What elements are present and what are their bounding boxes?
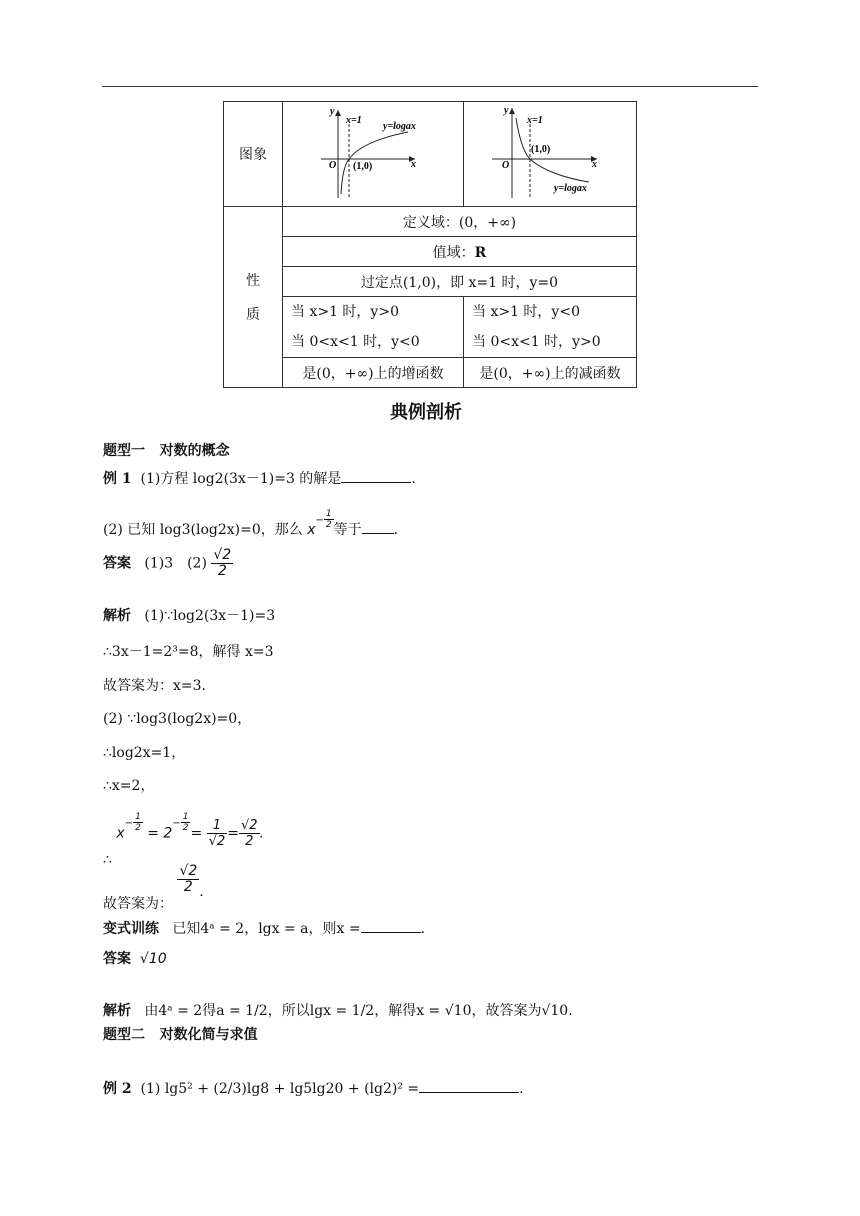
x-power-formula: $x^{- \frac{1}{2}}$ <box>307 509 332 539</box>
svg-text:y=logax: y=logax <box>383 121 416 132</box>
prop-label-1: 性 <box>246 273 260 289</box>
ex2-blank <box>419 1080 519 1093</box>
ex1-analysis-line-6: ∴x=2， <box>103 778 155 794</box>
ex1-analysis-line-4: (2) ∵log3(log2x)=0， <box>103 711 252 727</box>
svg-text:O: O <box>329 160 337 171</box>
ex1-analysis-line-8: 故答案为： $\frac{√2}{2}$ . <box>103 863 204 912</box>
ex1-q1-blank <box>341 470 411 483</box>
row-label-image: 图象 <box>224 102 283 207</box>
type1-title: 对数的概念 <box>159 443 230 459</box>
analysis-a1: (1)∵log2(3x－1)=3 <box>144 608 276 624</box>
type2-heading <box>103 1024 258 1044</box>
type2-title: 对数化简与求值 <box>159 1027 258 1043</box>
row-label-properties <box>224 207 283 388</box>
range-prefix: 值域： <box>432 244 475 261</box>
svg-text:x=1: x=1 <box>527 115 543 126</box>
right-line-1: 当 x>1 时，y<0 <box>472 304 580 320</box>
ex1-analysis-line-2: ∴3x－1=2³=8，解得 x=3 <box>103 644 274 660</box>
ex1-q1-end: . <box>411 471 416 487</box>
final-sqrt2-over-2: $\frac{√2}{2}$ <box>179 863 198 895</box>
variant-question: 变式训练 已知4ᵃ = 2，lgx = a，则x = . <box>103 921 426 937</box>
left-line-2: 当 0<x<1 时，y<0 <box>291 334 420 350</box>
header-rule <box>102 86 758 87</box>
ex2-q-text: (1) lg5² + (2/3)lg8 + lg5lg20 + (lg2)² = <box>140 1081 420 1097</box>
ex1-q1-text: (1)方程 log2(3x－1)=3 的解是 <box>140 471 342 487</box>
log-properties-table <box>223 101 637 388</box>
svg-text:(1,0): (1,0) <box>531 144 551 155</box>
svg-text:x=1: x=1 <box>346 115 362 126</box>
graph-increasing <box>283 102 464 207</box>
mono-right-cell: 是(0，+∞)上的减函数 <box>464 358 637 388</box>
ex2-label: 例 2 <box>103 1081 132 1097</box>
final-answer-label: 故答案为： <box>103 895 173 912</box>
variant-answer-label: 答案 <box>103 951 131 967</box>
domain-cell: 定义域：(0，+∞) <box>283 207 637 237</box>
power-derivation: $x^{- \frac{1}{2}}$ = $2^{- \frac{1}{2}}$ = $\frac{1}{√2}$ = $\frac{√2}{2}$ . <box>116 812 264 849</box>
range-value: R <box>474 244 487 261</box>
svg-text:y=logax: y=logax <box>554 183 587 194</box>
fixed-point-cell: 过定点(1,0)，即 x=1 时，y=0 <box>283 267 637 297</box>
right-line-2: 当 0<x<1 时，y>0 <box>472 334 601 350</box>
svg-text:x: x <box>592 159 597 170</box>
ex1-q2-blank <box>362 521 394 534</box>
ex1-analysis-line-5: ∴log2x=1， <box>103 745 186 761</box>
ex1-q2-end: . <box>393 522 399 539</box>
type1-heading <box>103 440 230 460</box>
sqrt2-over-2: $\frac{√2}{2}$ <box>213 547 232 579</box>
variant-analysis <box>103 1000 573 1020</box>
answer-text: (1)3 (2) <box>144 555 207 572</box>
ex1-q2-text: (2) 已知 log3(log2x)=0，那么 <box>103 522 303 539</box>
variant-analysis-text: 由4ᵃ = 2得a = 1/2，所以lgx = 1/2，解得x = √10，故答案为√10. <box>144 1003 573 1019</box>
svg-text:O: O <box>502 160 510 171</box>
variant-q-text: 已知4ᵃ = 2，lgx = a，则x = <box>172 921 361 937</box>
ex1-question-1 <box>103 468 416 488</box>
ex1-q2-text-b: 等于 <box>333 522 362 539</box>
svg-text:y: y <box>330 106 335 117</box>
variant-analysis-label: 解析 <box>103 1003 131 1019</box>
analysis-label: 解析 <box>103 608 131 624</box>
variant-label: 变式训练 <box>103 921 159 937</box>
type1-label: 题型一 <box>103 443 145 459</box>
answer-label: 答案 <box>103 555 131 572</box>
ex1-label: 例 1 <box>103 471 132 487</box>
mono-left-cell: 是(0，+∞)上的增函数 <box>283 358 464 388</box>
type2-label: 题型二 <box>103 1027 145 1043</box>
svg-text:y: y <box>504 105 509 116</box>
ex1-analysis-line-1 <box>103 605 275 625</box>
ex1-answer <box>103 548 233 579</box>
ex1-question-2 <box>103 509 399 539</box>
graph-decreasing <box>464 102 637 207</box>
svg-text:(1,0): (1,0) <box>353 161 373 172</box>
therefore-symbol: ∴ <box>103 851 112 868</box>
ex2-question: 例 2 (1) lg5² + (2/3)lg8 + lg5lg20 + (lg2)² = . <box>103 1081 524 1097</box>
variant-answer <box>103 948 167 968</box>
prop-label-2: 质 <box>246 307 260 323</box>
svg-text:x: x <box>411 159 416 170</box>
section-title: 典例剖析 <box>390 402 462 423</box>
sign-left-cell <box>283 297 464 358</box>
ex1-analysis-line-3: 故答案为：x=3. <box>103 678 206 694</box>
ex1-analysis-line-7 <box>103 806 264 868</box>
sign-right-cell <box>464 297 637 358</box>
range-cell <box>283 237 637 267</box>
variant-blank <box>361 920 421 933</box>
variant-answer-value: √10 <box>139 951 167 967</box>
left-line-1: 当 x>1 时，y>0 <box>291 304 399 320</box>
